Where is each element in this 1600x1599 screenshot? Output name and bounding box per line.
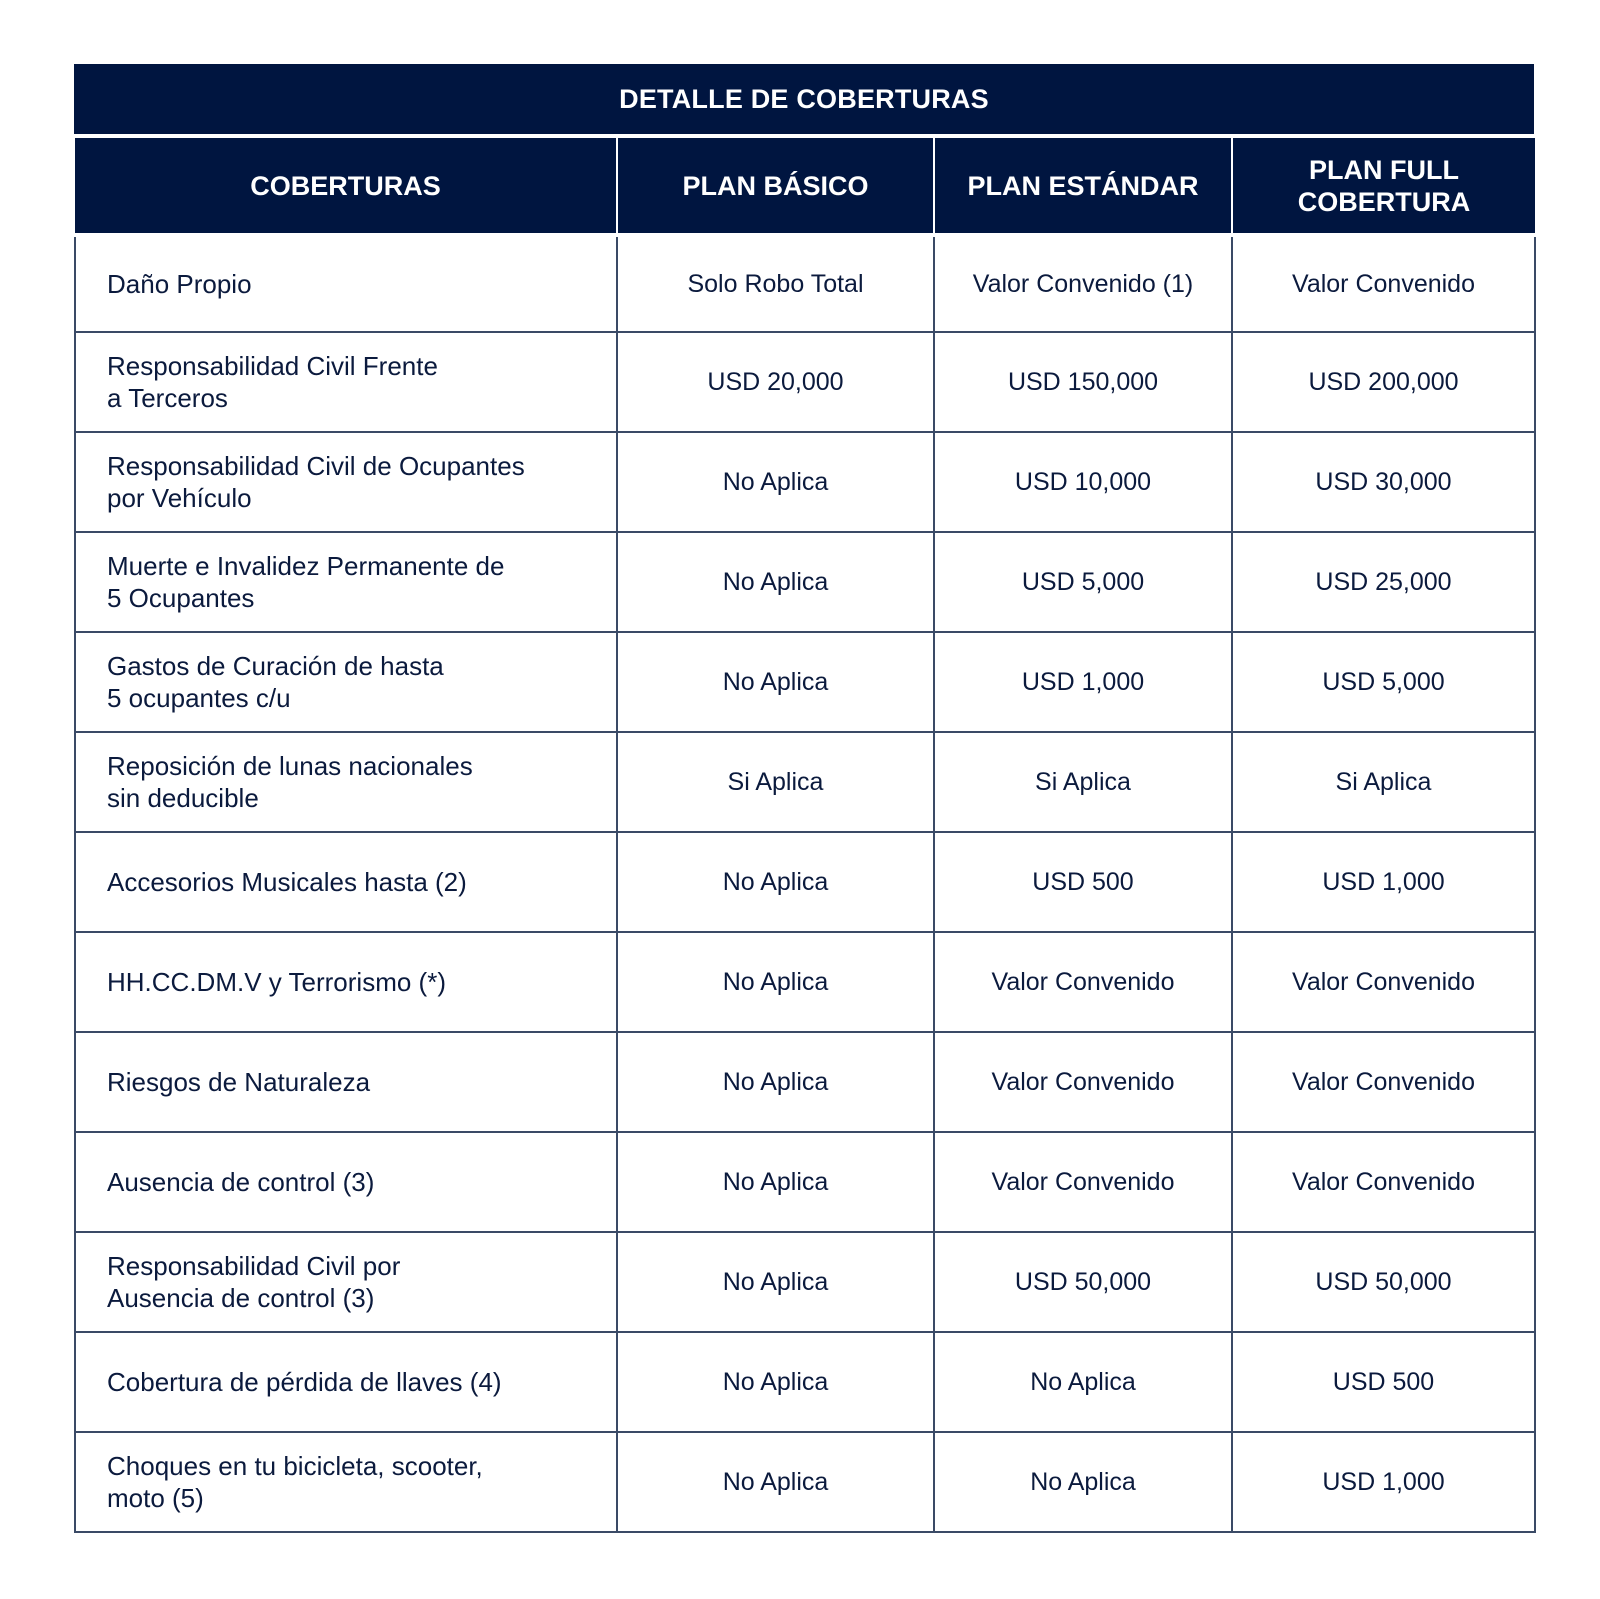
coverage-name-cell-text: Reposición de lunas nacionales sin deducible [107,751,473,813]
plan-full-cell [1232,632,1535,732]
plan-estandar-cell [934,632,1232,732]
plan-full-cell-text: Valor Convenido [1292,1168,1475,1196]
header-plan-basico: PLAN BÁSICO [617,136,934,235]
table-row [75,1032,1535,1132]
plan-estandar-cell [934,1132,1232,1232]
coverage-name-cell [75,235,617,332]
header-plan-estandar: PLAN ESTÁNDAR [934,136,1232,235]
plan-basico-cell [617,932,934,1032]
plan-estandar-cell [934,932,1232,1032]
coverage-name-cell-text: HH.CC.DM.V y Terrorismo (*) [107,967,446,997]
plan-full-cell-text: USD 5,000 [1322,668,1445,696]
coverage-name-cell [75,1032,617,1132]
plan-basico-cell-text: No Aplica [722,868,829,896]
plan-full-cell-text: USD 1,000 [1322,1468,1445,1496]
coverage-name-cell [75,1332,617,1432]
table-row [75,832,1535,932]
coverage-name-cell-text: Gastos de Curación de hasta 5 ocupantes c/u [107,651,444,713]
plan-estandar-cell-text: USD 50,000 [1014,1268,1152,1296]
plan-estandar-cell-text: Valor Convenido (1) [972,270,1194,298]
plan-estandar-cell-text: USD 150,000 [1007,368,1159,396]
coverage-name-cell [75,532,617,632]
plan-full-cell-text: USD 500 [1332,1368,1435,1396]
plan-estandar-cell [934,235,1232,332]
plan-basico-cell-text: No Aplica [722,1168,829,1196]
plan-basico-cell-text: Si Aplica [727,768,824,796]
plan-estandar-cell [934,332,1232,432]
plan-estandar-cell [934,1332,1232,1432]
plan-basico-cell [617,1232,934,1332]
plan-full-cell-text: USD 30,000 [1315,468,1452,496]
plan-full-cell [1232,1432,1535,1532]
plan-full-cell [1232,832,1535,932]
table-row [75,932,1535,1032]
plan-estandar-cell-text: USD 500 [1032,868,1134,896]
table-body [75,235,1535,1532]
plan-estandar-cell-text: USD 1,000 [1021,668,1145,696]
table-row [75,1432,1535,1532]
plan-full-cell [1232,1032,1535,1132]
coverage-name-cell [75,932,617,1032]
plan-estandar-cell [934,1232,1232,1332]
plan-estandar-cell [934,1032,1232,1132]
plan-estandar-cell-text: Valor Convenido [991,1168,1175,1196]
plan-basico-cell [617,632,934,732]
plan-estandar-cell-text: No Aplica [1030,1368,1136,1396]
coverage-name-cell-text: Daño Propio [107,269,252,299]
table-title: DETALLE DE COBERTURAS [74,64,1534,134]
plan-basico-cell [617,1032,934,1132]
table-row [75,235,1535,332]
plan-full-cell-text: Valor Convenido [1292,1068,1475,1096]
plan-basico-cell [617,432,934,532]
coverage-name-cell [75,432,617,532]
plan-basico-cell-text: USD 20,000 [707,368,844,396]
plan-basico-cell-text: No Aplica [722,968,829,996]
table-row [75,532,1535,632]
plan-estandar-cell [934,832,1232,932]
plan-basico-cell-text: No Aplica [722,1468,829,1496]
coverage-name-cell-text: Responsabilidad Civil Frente a Terceros [107,351,438,413]
plan-estandar-cell [934,432,1232,532]
plan-full-cell [1232,732,1535,832]
plan-basico-cell [617,332,934,432]
plan-full-cell [1232,532,1535,632]
coverage-table [74,134,1536,1533]
coverage-name-cell [75,832,617,932]
plan-estandar-cell-text: USD 10,000 [1014,468,1152,496]
table-row [75,332,1535,432]
header-coberturas: COBERTURAS [75,136,617,235]
plan-basico-cell-text: Solo Robo Total [687,270,864,298]
table-row [75,1132,1535,1232]
coverage-name-cell-text: Ausencia de control (3) [107,1167,375,1197]
plan-full-cell-text: Valor Convenido [1292,270,1475,298]
coverage-name-cell [75,1432,617,1532]
table-row [75,1332,1535,1432]
coverage-table-container [74,64,1534,1533]
table-row [75,432,1535,532]
plan-estandar-cell-text: No Aplica [1030,1468,1136,1496]
coverage-name-cell-text: Responsabilidad Civil por Ausencia de control (3) [107,1251,401,1313]
table-row [75,1232,1535,1332]
plan-estandar-cell-text: Valor Convenido [991,968,1175,996]
coverage-name-cell [75,1232,617,1332]
plan-basico-cell [617,532,934,632]
plan-full-cell-text: USD 50,000 [1315,1268,1452,1296]
plan-basico-cell-text: No Aplica [722,1268,829,1296]
plan-basico-cell [617,832,934,932]
plan-estandar-cell-text: Valor Convenido [991,1068,1175,1096]
plan-estandar-cell [934,532,1232,632]
plan-basico-cell-text: No Aplica [722,468,829,496]
plan-estandar-cell-text: USD 5,000 [1021,568,1145,596]
coverage-name-cell-text: Riesgos de Naturaleza [107,1067,371,1097]
coverage-name-cell-text: Choques en tu bicicleta, scooter, moto (5) [107,1451,483,1513]
coverage-name-cell-text: Muerte e Invalidez Permanente de 5 Ocupantes [107,551,505,613]
plan-full-cell [1232,432,1535,532]
plan-full-cell-text: USD 200,000 [1308,368,1459,396]
plan-full-cell [1232,1232,1535,1332]
plan-full-cell [1232,332,1535,432]
plan-basico-cell-text: No Aplica [722,1368,829,1396]
plan-full-cell-text: Valor Convenido [1292,968,1475,996]
coverage-name-cell [75,732,617,832]
coverage-name-cell [75,1132,617,1232]
plan-estandar-cell [934,732,1232,832]
table-row [75,632,1535,732]
plan-full-cell [1232,235,1535,332]
table-row [75,732,1535,832]
plan-full-cell [1232,1132,1535,1232]
plan-basico-cell [617,1332,934,1432]
coverage-name-cell-text: Accesorios Musicales hasta (2) [107,867,467,897]
plan-full-cell-text: USD 25,000 [1315,568,1452,596]
plan-basico-cell [617,235,934,332]
plan-basico-cell-text: No Aplica [722,568,829,596]
plan-full-cell [1232,1332,1535,1432]
plan-basico-cell-text: No Aplica [722,1068,829,1096]
plan-full-cell [1232,932,1535,1032]
plan-full-cell-text: USD 1,000 [1322,868,1445,896]
coverage-name-cell-text: Cobertura de pérdida de llaves (4) [107,1367,502,1397]
plan-basico-cell-text: No Aplica [722,668,829,696]
plan-basico-cell [617,1132,934,1232]
header-plan-full: PLAN FULL COBERTURA [1232,136,1535,235]
coverage-name-cell-text: Responsabilidad Civil de Ocupantes por Vehículo [107,451,525,513]
coverage-name-cell [75,332,617,432]
plan-basico-cell [617,1432,934,1532]
coverage-name-cell [75,632,617,732]
header-row [75,136,1535,235]
plan-estandar-cell-text: Si Aplica [1035,768,1131,796]
plan-estandar-cell [934,1432,1232,1532]
plan-full-cell-text: Si Aplica [1335,768,1432,796]
plan-basico-cell [617,732,934,832]
